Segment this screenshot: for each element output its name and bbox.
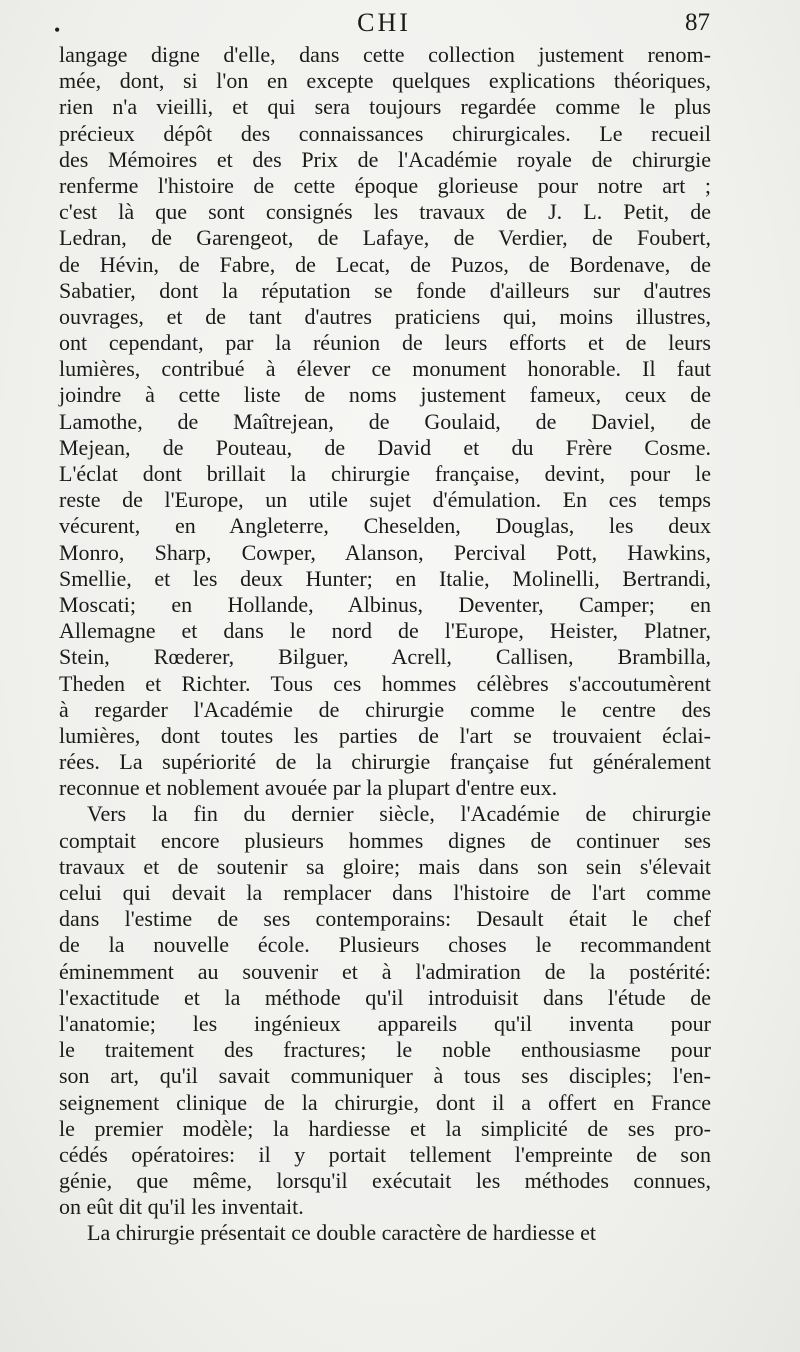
text-line: cédés opératoires: il y portait tellement l'empreinte de son [59,1141,711,1167]
text-line: éminemment au souvenir et à l'admiration de la postérité: [59,958,711,984]
text-line: génie, que même, lorsqu'il exécutait les méthodes connues, [59,1168,711,1194]
text-line: de la nouvelle école. Plusieurs choses le recommandent [59,932,711,958]
text-line: Stein, Rœderer, Bilguer, Acrell, Callisen, Brambilla, [59,644,711,670]
text-line: des Mémoires et des Prix de l'Académie royale de chirurgie [59,146,711,172]
printer-mark: • [54,20,61,40]
text-line: de Hévin, de Fabre, de Lecat, de Puzos, de Bordenave, de [59,251,711,277]
text-line: mée, dont, si l'on en excepte quelques explications théoriques, [59,68,711,94]
text-line: Mejean, de Pouteau, de David et du Frère Cosme. [59,434,711,460]
text-line: Moscati; en Hollande, Albinus, Deventer, Camper; en [59,591,711,617]
text-line: joindre à cette liste de noms justement fameux, ceux de [59,382,711,408]
text-line: lumières, dont toutes les parties de l'art se trouvaient éclai- [59,722,711,748]
page-number: 87 [685,9,710,36]
text-line: langage digne d'elle, dans cette collection justement renom- [59,42,711,67]
text-line: L'éclat dont brillait la chirurgie française, devint, pour le [59,461,711,486]
text-line: rées. La supériorité de la chirurgie française fut généralement [59,749,711,775]
text-line: l'exactitude et la méthode qu'il introduisit dans l'étude de [59,984,711,1010]
page-header [54,6,710,40]
paragraph [59,1220,711,1246]
text-line: reste de l'Europe, un utile sujet d'émulation. En ces temps [59,487,711,513]
running-head: CHI [357,8,411,37]
text-line: l'anatomie; les ingénieux appareils qu'il inventa pour [59,1010,711,1036]
text-line: Monro, Sharp, Cowper, Alanson, Percival Pott, Hawkins, [59,539,711,565]
text-line: précieux dépôt des connaissances chirurgicales. Le recueil [59,120,711,146]
text-line: vécurent, en Angleterre, Cheselden, Douglas, les deux [59,513,711,539]
text-line: Smellie, et les deux Hunter; en Italie, Molinelli, Bertrandi, [59,565,711,591]
text-line: ont cependant, par la réunion de leurs efforts et de leurs [59,330,711,356]
text-line: lumières, contribué à élever ce monument honorable. Il faut [59,356,711,382]
text-line: son art, qu'il savait communiquer à tous ses disciples; l'en- [59,1063,711,1089]
text-line: reconnue et noblement avouée par la plupart d'entre eux. [59,775,558,801]
text-line: dans l'estime de ses contemporains: Desault était le chef [59,906,711,932]
text-line: Lamothe, de Maîtrejean, de Goulaid, de Daviel, de [59,408,711,434]
text-line: c'est là que sont consignés les travaux de J. L. Petit, de [59,199,711,225]
paragraph [59,42,711,801]
text-line: La chirurgie présentait ce double caractère de hardiesse et [87,1220,596,1246]
text-line: ouvrages, et de tant d'autres praticiens qui, moins illustres, [59,303,711,329]
text-line: le premier modèle; la hardiesse et la simplicité de ses pro- [59,1115,711,1141]
text-line: Ledran, de Garengeot, de Lafaye, de Verdier, de Foubert, [59,225,711,251]
paragraph [59,801,711,1220]
text-line: travaux et de soutenir sa gloire; mais dans son sein s'élevait [59,853,711,879]
text-line: on eût dit qu'il les inventait. [59,1194,304,1220]
text-line: à regarder l'Académie de chirurgie comme le centre des [59,696,711,722]
text-line: Allemagne et dans le nord de l'Europe, Heister, Platner, [59,618,711,644]
text-line: Theden et Richter. Tous ces hommes célèbres s'accoutumèrent [59,670,711,696]
text-line: Sabatier, dont la réputation se fonde d'ailleurs sur d'autres [59,277,711,303]
body-text [59,42,711,1247]
text-line: seignement clinique de la chirurgie, dont il a offert en France [59,1089,711,1115]
text-line: comptait encore plusieurs hommes dignes de continuer ses [59,827,711,853]
text-line: celui qui devait la remplacer dans l'histoire de l'art comme [59,880,711,905]
text-line: le traitement des fractures; le noble enthousiasme pour [59,1037,711,1063]
text-line: rien n'a vieilli, et qui sera toujours regardée comme le plus [59,94,711,120]
text-line: renferme l'histoire de cette époque glorieuse pour notre art ; [59,172,711,198]
text-line: Vers la fin du dernier siècle, l'Académie de chirurgie [87,801,711,827]
